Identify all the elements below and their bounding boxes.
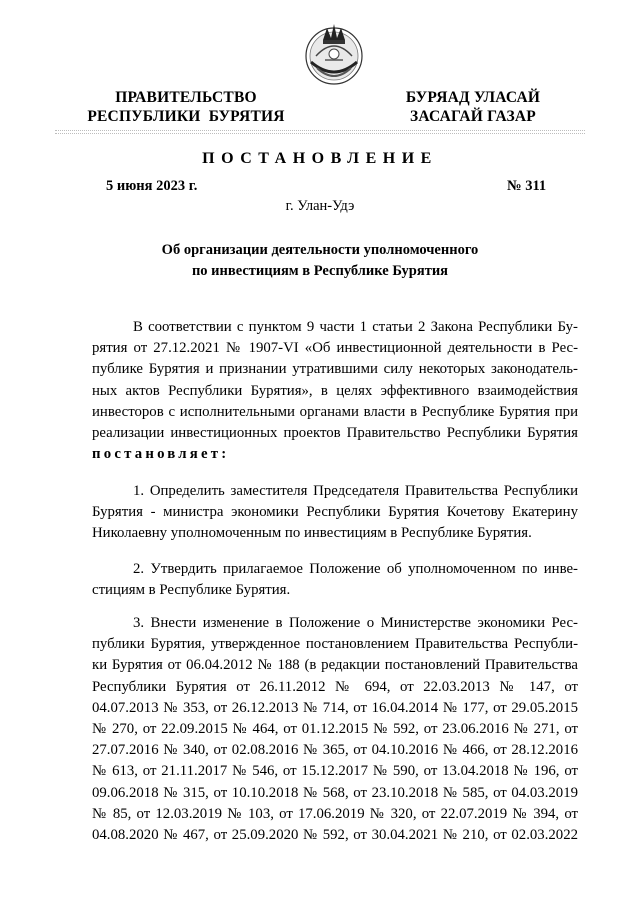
text-line: № 270, от 22.09.2015 № 464, от 01.12.2015 № 592, от 23.06.2016 № 271, от	[92, 721, 578, 738]
text-line: инвесторов с исполнительными органами власти в Республике Бурятия при	[92, 403, 578, 420]
text-line: 1. Определить заместителя Председателя Правительства Республики	[133, 483, 578, 499]
title-line: Об организации деятельности уполномоченного	[161, 242, 479, 258]
decree-word: постановляет:	[92, 446, 230, 463]
document-number: № 311	[507, 178, 547, 194]
header-left-block	[86, 88, 286, 126]
text-line: рятия от 27.12.2021 № 1907-VI «Об инвестиционной деятельности в Рес-	[92, 340, 578, 357]
text-line: № 85, от 12.03.2019 № 103, от 17.06.2019 № 320, от 22.07.2019 № 394, от	[92, 805, 578, 822]
coat-of-arms-emblem	[303, 18, 365, 90]
header-left-line2: РЕСПУБЛИКИ БУРЯТИЯ	[87, 108, 285, 125]
text-line: 27.07.2016 № 340, от 02.08.2016 № 365, от 04.10.2016 № 466, от 28.12.2016	[92, 742, 578, 759]
text-line: реализации инвестиционных проектов Правительство Республики Бурятия	[92, 425, 578, 442]
text-line: 04.08.2020 № 467, от 25.09.2020 № 592, от 30.04.2021 № 210, от 02.03.2022	[92, 827, 578, 844]
header-left-line1: ПРАВИТЕЛЬСТВО	[115, 89, 257, 106]
text-line: Республики Бурятия от 26.11.2012 № 694, от 22.03.2013 № 147, от	[92, 678, 578, 695]
document-date: 5 июня 2023 г.	[106, 178, 198, 194]
header-right-line1: БУРЯАД УЛАСАЙ	[405, 89, 541, 106]
text-line: В соответствии с пунктом 9 части 1 статьи 2 Закона Республики Бу-	[133, 319, 578, 335]
paragraph-3	[92, 613, 578, 846]
text-line: публике Бурятия и признании утратившими силу некоторых законодатель-	[92, 361, 578, 378]
text-line: публики Бурятия, утвержденное постановлением Правительства Республи-	[92, 636, 578, 653]
paragraph-2	[92, 559, 578, 601]
document-title	[90, 240, 550, 282]
text-line: 09.06.2018 № 315, от 10.10.2018 № 568, от 23.10.2018 № 585, от 04.03.2019	[92, 784, 578, 801]
text-line: 04.07.2013 № 353, от 26.12.2013 № 714, от 16.04.2014 № 177, от 29.05.2015	[92, 699, 578, 716]
document-city: г. Улан-Удэ	[285, 198, 355, 214]
header-right-block	[388, 88, 558, 126]
text-line: № 613, от 21.11.2017 № 546, от 15.12.2017 № 590, от 13.04.2018 № 196, от	[92, 763, 578, 780]
preamble-paragraph	[92, 317, 578, 465]
text-line: Николаевну уполномоченным по инвестициям в Республике Бурятия.	[92, 525, 532, 542]
text-line: стициям в Республике Бурятия.	[92, 582, 291, 599]
document-type: ПОСТАНОВЛЕНИЕ	[202, 150, 438, 167]
text-line: 3. Внести изменение в Положение о Министерстве экономики Рес-	[133, 615, 578, 631]
header-divider-secondary	[55, 133, 585, 134]
header-divider	[55, 130, 585, 131]
text-line: Бурятия - министра экономики Республики Бурятия Кочетову Екатерину	[92, 504, 578, 521]
header-right-line2: ЗАСАГАЙ ГАЗАР	[410, 108, 536, 125]
paragraph-1	[92, 481, 578, 545]
text-line: 2. Утвердить прилагаемое Положение об уполномоченном по инве-	[133, 561, 578, 577]
text-line: ки Бурятия от 06.04.2012 № 188 (в редакции постановлений Правительства	[92, 657, 578, 674]
text-line: ных актов Республики Бурятия», в целях эффективного взаимодействия	[92, 382, 578, 399]
title-line: по инвестициям в Республике Бурятия	[191, 263, 449, 279]
